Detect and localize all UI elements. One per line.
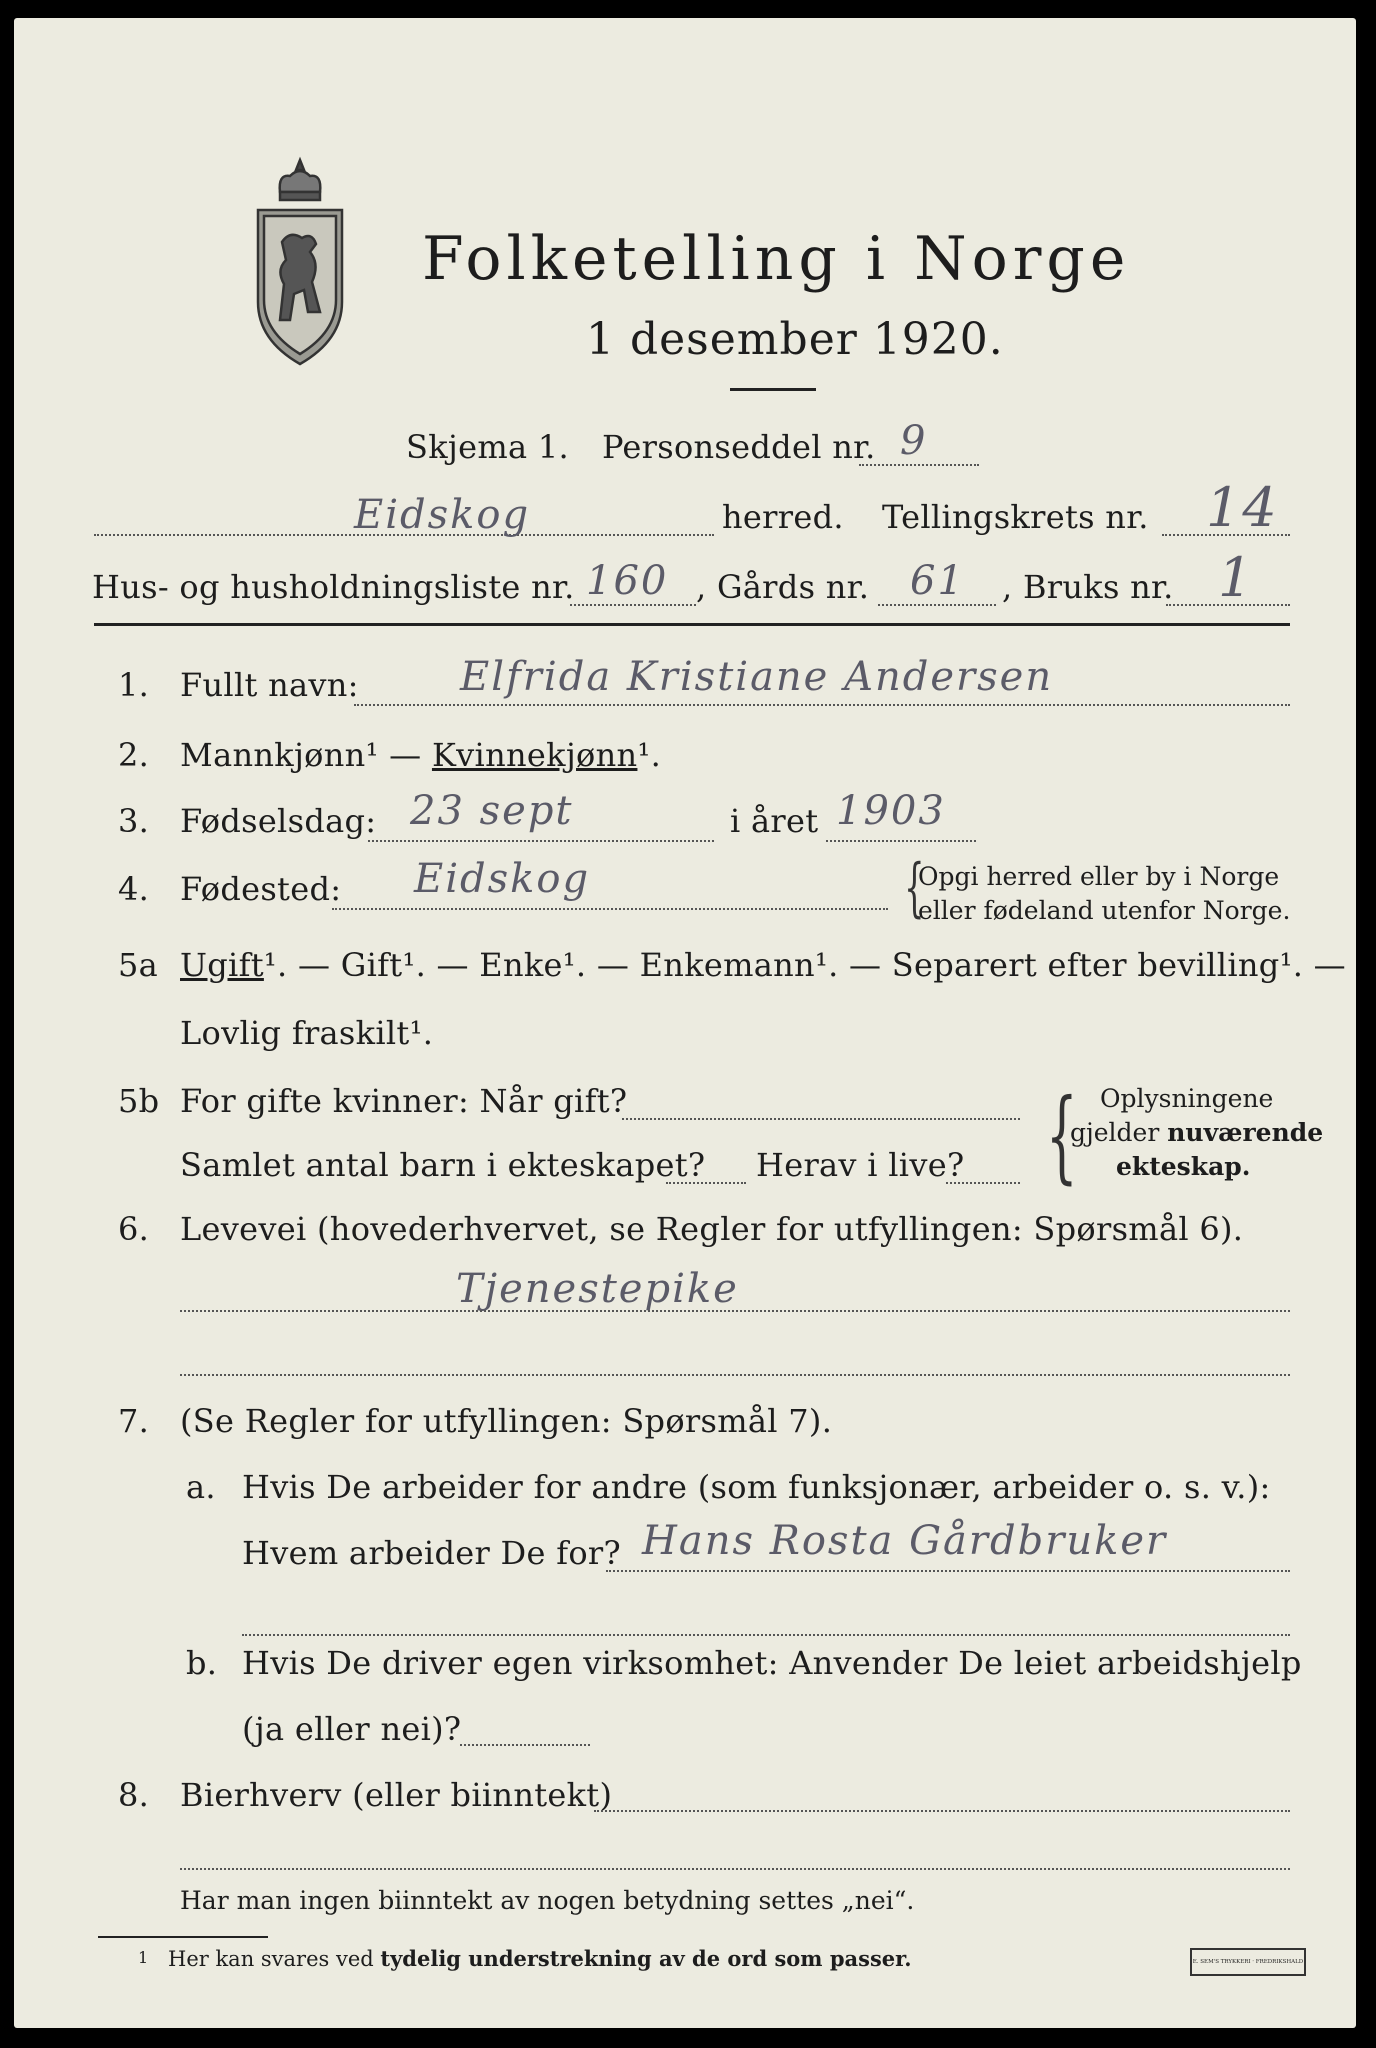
skjema-label: Skjema 1. [406, 428, 569, 466]
q3-value: 23 sept [410, 788, 574, 834]
q4-brace: { [904, 851, 925, 925]
gards-label: , Gårds nr. [696, 568, 870, 606]
census-date: 1 desember 1920. [586, 314, 1004, 365]
q2-options: Mannkjønn¹ — Kvinnekjønn¹. [180, 736, 662, 774]
gards-value: 61 [910, 558, 965, 604]
footnote-rule [98, 1936, 268, 1938]
bruks-value: 1 [1218, 546, 1255, 609]
q7b-label-2: (ja eller nei)? [242, 1710, 462, 1748]
q8-line-1[interactable] [594, 1810, 1290, 1812]
q1-line[interactable] [354, 704, 1290, 706]
q5b-note-3: ekteskap. [1116, 1152, 1251, 1181]
title-rule [730, 388, 816, 391]
q6-label: Levevei (hovederhvervet, se Regler for utfyllingen: Spørsmål 6). [180, 1210, 1244, 1248]
tellingskrets-value: 14 [1206, 476, 1279, 539]
q3-year-line[interactable] [826, 840, 976, 842]
q7a-value: Hans Rosta Gårdbruker [642, 1518, 1168, 1564]
form-title: Folketelling i Norge [422, 224, 1131, 294]
hus-line[interactable] [570, 604, 696, 606]
q3-year-label: i året [730, 802, 819, 840]
q7a-label: Hvis De arbeider for andre (som funksjonær, arbeider o. s. v.): [242, 1468, 1271, 1506]
q5a-options: Ugift¹. — Gift¹. — Enke¹. — Enkemann¹. — Separert efter bevilling¹. — [180, 946, 1346, 984]
coat-of-arms-icon [250, 152, 350, 372]
tellingskrets-label: Tellingskrets nr. [882, 498, 1149, 536]
q5b-note-2 [1070, 1118, 1323, 1147]
q5b-married-line[interactable] [622, 1118, 1020, 1120]
personseddel-label: Personseddel nr. [602, 428, 876, 466]
bruks-label: , Bruks nr. [1002, 568, 1174, 606]
q2-number: 2. [118, 736, 150, 774]
hus-label: Hus- og husholdningsliste nr. [92, 568, 575, 606]
q7a-letter: a. [186, 1468, 216, 1506]
q7-number: 7. [118, 1402, 150, 1440]
q7a-line-2[interactable] [242, 1634, 1290, 1636]
footnote-text-b: tydelig understrekning av de ord som passer. [380, 1946, 912, 1971]
q5b-note-2b: nuværende [1167, 1118, 1324, 1147]
q3-year-value: 1903 [836, 788, 946, 834]
q4-value: Eidskog [414, 856, 591, 902]
q5a-number: 5a [118, 946, 159, 984]
footnote-mark: 1 [138, 1948, 149, 1967]
q3-line[interactable] [368, 840, 714, 842]
q5b-label-1: For gifte kvinner: Når gift? [180, 1082, 628, 1120]
census-form [14, 18, 1356, 2028]
q6-line-1[interactable] [180, 1310, 1290, 1312]
footnote-text-a: Her kan svares ved [168, 1947, 381, 1971]
q4-note-1: Opgi herred eller by i Norge [918, 862, 1280, 891]
q7b-letter: b. [186, 1644, 218, 1682]
q4-number: 4. [118, 870, 150, 908]
gards-line[interactable] [878, 604, 996, 606]
q7b-line[interactable] [460, 1744, 590, 1746]
q6-number: 6. [118, 1210, 150, 1248]
q5b-number: 5b [118, 1082, 160, 1120]
q2-female[interactable]: Kvinnekjønn [431, 736, 638, 774]
q3-number: 3. [118, 802, 150, 840]
q5b-children-line[interactable] [666, 1182, 746, 1184]
q5a-rest: . — Gift¹. — Enke¹. — Enkemann¹. — Separert efter bevilling¹. — [277, 946, 1346, 984]
q4-note-2 [918, 896, 1290, 925]
q1-value: Elfrida Kristiane Andersen [460, 654, 1054, 700]
q5a-line2: Lovlig fraskilt¹. [180, 1014, 434, 1052]
q5b-label-2: Samlet antal barn i ekteskapet? [180, 1146, 706, 1184]
hus-value: 160 [586, 558, 669, 604]
footnote-text [168, 1946, 912, 1971]
q4-label: Fødested: [180, 870, 342, 908]
q7-label: (Se Regler for utfyllingen: Spørsmål 7). [180, 1402, 833, 1440]
q6-line-2[interactable] [180, 1374, 1290, 1376]
q5b-label-3: Herav i live? [756, 1146, 965, 1184]
q3-label: Fødselsdag: [180, 802, 377, 840]
q4-note-2a: eller fødeland [918, 896, 1094, 925]
q5b-note-2a: gjelder [1070, 1118, 1168, 1147]
q5b-note-1: Oplysningene [1100, 1084, 1274, 1113]
q8-line-2[interactable] [180, 1868, 1290, 1870]
personseddel-line[interactable] [859, 464, 979, 466]
q1-label: Fullt navn: [180, 666, 359, 704]
q2-separator: — [378, 736, 432, 774]
q8-note: Har man ingen biinntekt av nogen betydning settes „nei“. [180, 1886, 915, 1915]
q5a-ugift[interactable]: Ugift [180, 946, 264, 984]
printer-stamp: E. SEM'S TRYKKERI · FREDRIKSHALD [1190, 1948, 1306, 1976]
q6-value: Tjenestepike [456, 1266, 739, 1312]
q8-label: Bierhverv (eller biinntekt) [180, 1776, 613, 1814]
q5b-brace: { [1045, 1077, 1078, 1194]
q2-male[interactable]: Mannkjønn [180, 736, 366, 774]
personseddel-value: 9 [900, 418, 928, 464]
header-rule [94, 623, 1290, 626]
q7a-label-2: Hvem arbeider De for? [242, 1534, 621, 1572]
q7a-line-1[interactable] [606, 1570, 1290, 1572]
q4-line[interactable] [332, 908, 888, 910]
q7b-label: Hvis De driver egen virksomhet: Anvender De leiet arbeidshjelp [242, 1644, 1302, 1682]
q5b-alive-line[interactable] [946, 1182, 1020, 1184]
q8-number: 8. [118, 1776, 150, 1814]
herred-value: Eidskog [354, 492, 531, 538]
q4-note-2b: utenfor Norge. [1093, 896, 1291, 925]
q1-number: 1. [118, 666, 150, 704]
herred-label: herred. [722, 498, 844, 536]
